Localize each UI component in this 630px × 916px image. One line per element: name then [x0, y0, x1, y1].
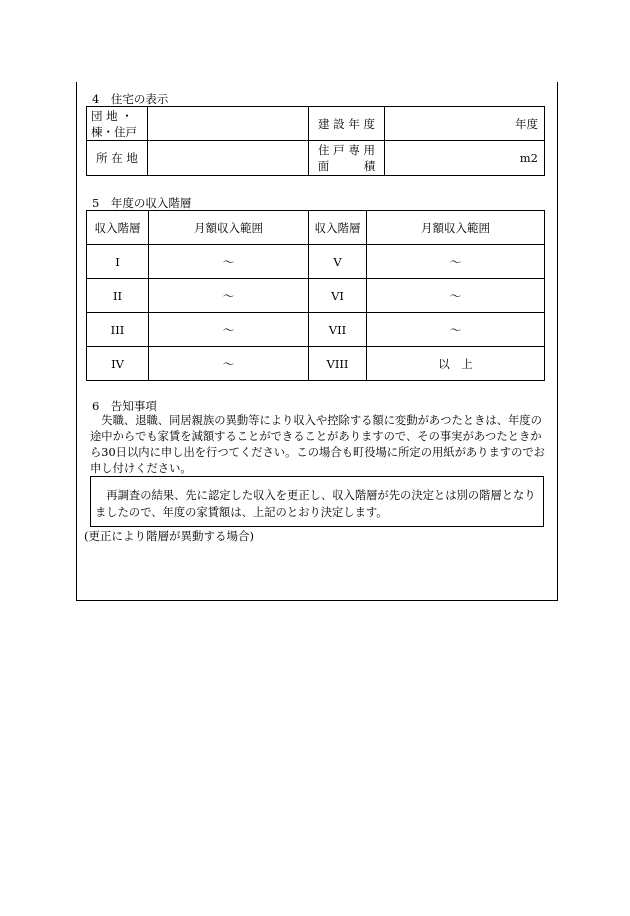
level-cell: VII	[309, 313, 367, 347]
determination-box	[90, 476, 544, 527]
area-value[interactable]: m2	[385, 141, 545, 176]
range-cell[interactable]: ～	[149, 347, 309, 381]
area-label-line1: 住 戸 専 用	[318, 143, 375, 157]
shozaichi-label: 所 在 地	[87, 141, 148, 176]
level-cell: II	[87, 279, 149, 313]
danchi-label	[87, 107, 148, 141]
danchi-value[interactable]	[148, 107, 309, 141]
range-cell[interactable]: ～	[149, 279, 309, 313]
housing-table	[86, 106, 545, 176]
table-row	[87, 279, 545, 313]
shozaichi-value[interactable]	[148, 141, 309, 176]
range-cell[interactable]: ～	[367, 279, 545, 313]
level-cell: I	[87, 245, 149, 279]
kensetsu-value[interactable]: 年度	[385, 107, 545, 141]
notice-body: 失職、退職、同居親族の異動等により収入や控除する額に変動があつたときは、年度の途中からでも家賃を減額することができることがありますので、その事実があつたときから30日以内に申し出を行つてください。この場合も町役場に所定の用紙がありますのでお申し付けください。	[90, 414, 545, 475]
danchi-label-line2: 棟・住戸	[91, 124, 137, 139]
header-level-right: 収入階層	[309, 211, 367, 245]
table-row	[87, 313, 545, 347]
range-cell[interactable]: ～	[367, 313, 545, 347]
section-4-heading: 4 住宅の表示	[92, 92, 169, 106]
income-table	[86, 210, 545, 381]
header-range-right: 月額収入範囲	[367, 211, 545, 245]
range-cell[interactable]: ～	[149, 313, 309, 347]
level-cell: IV	[87, 347, 149, 381]
range-cell[interactable]: ～	[149, 245, 309, 279]
level-cell: III	[87, 313, 149, 347]
header-level-left: 収入階層	[87, 211, 149, 245]
area-label	[309, 141, 385, 176]
level-cell: VIII	[309, 347, 367, 381]
kensetsu-label: 建 設 年 度	[309, 107, 385, 141]
level-cell: V	[309, 245, 367, 279]
section-5-heading: 5 年度の収入階層	[92, 196, 192, 210]
section-6-heading: 6 告知事項	[92, 399, 157, 413]
table-row	[87, 347, 545, 381]
level-cell: VI	[309, 279, 367, 313]
range-cell[interactable]: ～	[367, 245, 545, 279]
range-cell[interactable]: 以 上	[367, 347, 545, 381]
header-range-left: 月額収入範囲	[149, 211, 309, 245]
table-row	[87, 245, 545, 279]
area-label-line2: 面 積	[317, 159, 376, 173]
determination-text: 再調査の結果、先に認定した収入を更正し、収入階層が先の決定とは別の階層となりましたので、年度の家賃額は、上記のとおり決定します。	[95, 489, 536, 519]
footnote: (更正により階層が異動する場合)	[84, 529, 254, 543]
danchi-label-line1: 団 地 ・	[91, 108, 133, 123]
